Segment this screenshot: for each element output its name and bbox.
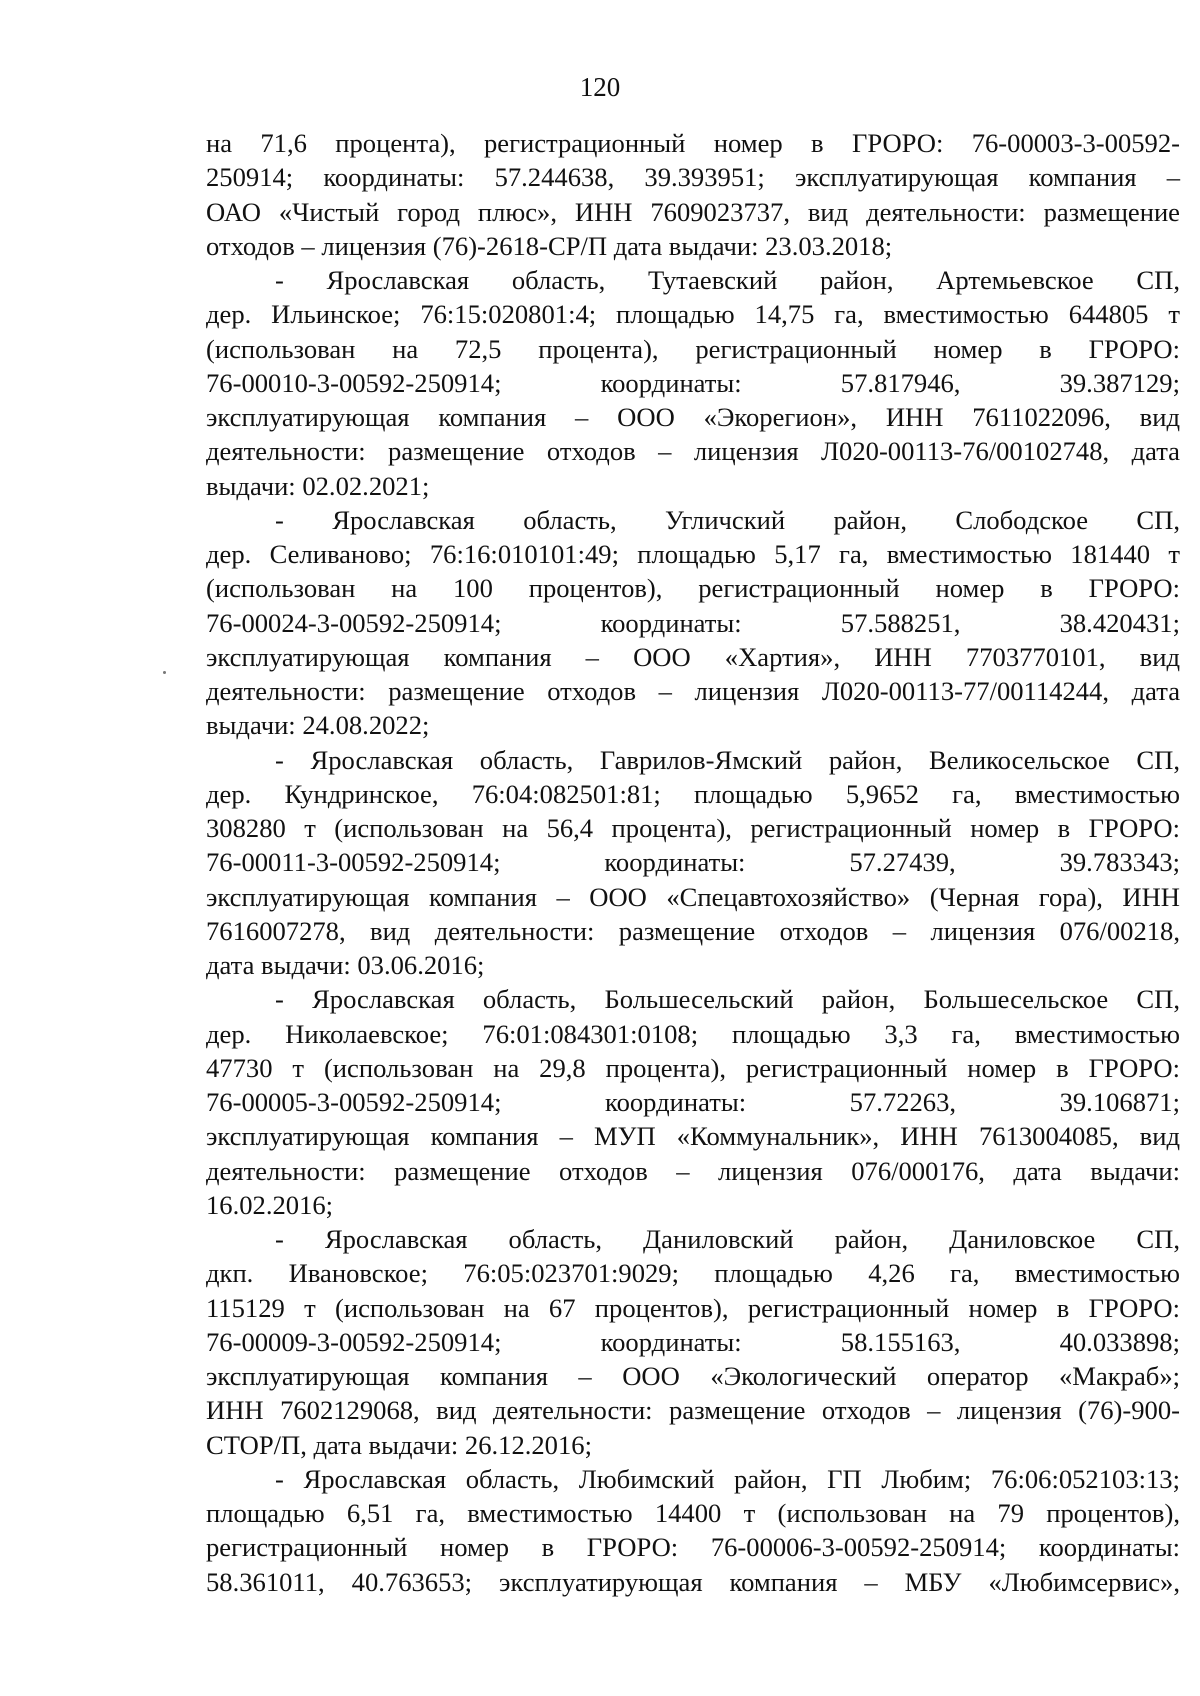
text-line: эксплуатирующая компания – ООО «Спецавтохозяйство» (Черная гора), ИНН (206, 881, 1180, 912)
text-line: 58.361011, 40.763653; эксплуатирующая компания – МБУ «Любимсервис», (206, 1566, 1180, 1597)
text-line: СТОР/П, дата выдачи: 26.12.2016; (206, 1429, 592, 1460)
text-line: дер. Николаевское; 76:01:084301:0108; площадью 3,3 га, вместимостью (206, 1018, 1180, 1049)
text-line: 76-00005-3-00592-250914; координаты: 57.72263, 39.106871; (206, 1087, 1180, 1117)
text-line: 76-00024-3-00592-250914; координаты: 57.588251, 38.420431; (206, 607, 1180, 638)
text-line: выдачи: 24.08.2022; (206, 710, 430, 741)
text-line: - Ярославская область, Даниловский район, Даниловское СП, (275, 1224, 1180, 1254)
text-line: эксплуатирующая компания – ООО «Экологический оператор «Макраб»; (206, 1361, 1180, 1391)
text-line: дата выдачи: 03.06.2016; (206, 950, 485, 980)
text-line: ИНН 7602129068, вид деятельности: размещение отходов – лицензия (76)-900- (206, 1395, 1180, 1426)
text-line: деятельности: размещение отходов – лицензия 076/000176, дата выдачи: (206, 1155, 1180, 1186)
text-line: 47730 т (использован на 29,8 процента), регистрационный номер в ГРОРО: (206, 1052, 1180, 1083)
text-line: 16.02.2016; (206, 1189, 334, 1220)
text-line: дер. Ильинское; 76:15:020801:4; площадью 14,75 га, вместимостью 644805 т (206, 299, 1180, 330)
text-line: дер. Селиваново; 76:16:010101:49; площадью 5,17 га, вместимостью 181440 т (206, 539, 1180, 569)
text-line: - Ярославская область, Любимский район, ГП Любим; 76:06:052103:13; (275, 1463, 1180, 1494)
text-line: деятельности: размещение отходов – лицензия Л020-00113-76/00102748, дата (206, 436, 1180, 467)
text-line: эксплуатирующая компания – ООО «Экорегион», ИНН 7611022096, вид (206, 402, 1180, 432)
text-line: 76-00010-3-00592-250914; координаты: 57.817946, 39.387129; (206, 367, 1180, 398)
page-number: 120 (579, 72, 621, 102)
text-line: отходов – лицензия (76)-2618-СР/П дата выдачи: 23.03.2018; (206, 230, 893, 261)
text-line: 7616007278, вид деятельности: размещение отходов – лицензия 076/00218, (206, 915, 1180, 946)
text-line: деятельности: размещение отходов – лицензия Л020-00113-77/00114244, дата (206, 676, 1180, 706)
text-line: 115129 т (использован на 67 процентов), регистрационный номер в ГРОРО: (206, 1292, 1180, 1323)
text-line: 76-00011-3-00592-250914; координаты: 57.27439, 39.783343; (206, 847, 1180, 878)
text-line: регистрационный номер в ГРОРО: 76-00006-3-00592-250914; координаты: (206, 1532, 1180, 1563)
text-line: эксплуатирующая компания – ООО «Хартия», ИНН 7703770101, вид (206, 641, 1180, 672)
text-line: 308280 т (использован на 56,4 процента), регистрационный номер в ГРОРО: (206, 813, 1180, 843)
text-line: - Ярославская область, Угличский район, Слободское СП, (275, 504, 1180, 535)
text-line: 250914; координаты: 57.244638, 39.393951; эксплуатирующая компания – (206, 162, 1180, 193)
text-line: (использован на 100 процентов), регистрационный номер в ГРОРО: (206, 573, 1180, 604)
text-line: на 71,6 процента), регистрационный номер в ГРОРО: 76-00003-3-00592- (206, 128, 1180, 158)
text-line: дер. Кундринское, 76:04:082501:81; площадью 5,9652 га, вместимостью (206, 778, 1180, 809)
text-line: - Ярославская область, Большесельский район, Большесельское СП, (275, 984, 1180, 1015)
body-text (206, 126, 1180, 1599)
text-line: эксплуатирующая компания – МУП «Коммунальник», ИНН 7613004085, вид (206, 1121, 1180, 1152)
text-line: площадью 6,51 га, вместимостью 14400 т (использован на 79 процентов), (206, 1498, 1180, 1528)
text-line: - Ярославская область, Гаврилов-Ямский район, Великосельское СП, (275, 744, 1180, 775)
margin-speck (163, 671, 166, 674)
text-line: (использован на 72,5 процента), регистрационный номер в ГРОРО: (206, 333, 1180, 364)
text-line: выдачи: 02.02.2021; (206, 470, 430, 501)
text-line: ОАО «Чистый город плюс», ИНН 7609023737, вид деятельности: размещение (206, 196, 1180, 227)
text-line: - Ярославская область, Тутаевский район, Артемьевское СП, (275, 265, 1180, 295)
text-line: дкп. Ивановское; 76:05:023701:9029; площадью 4,26 га, вместимостью (206, 1258, 1180, 1289)
text-line: 76-00009-3-00592-250914; координаты: 58.155163, 40.033898; (206, 1326, 1180, 1357)
